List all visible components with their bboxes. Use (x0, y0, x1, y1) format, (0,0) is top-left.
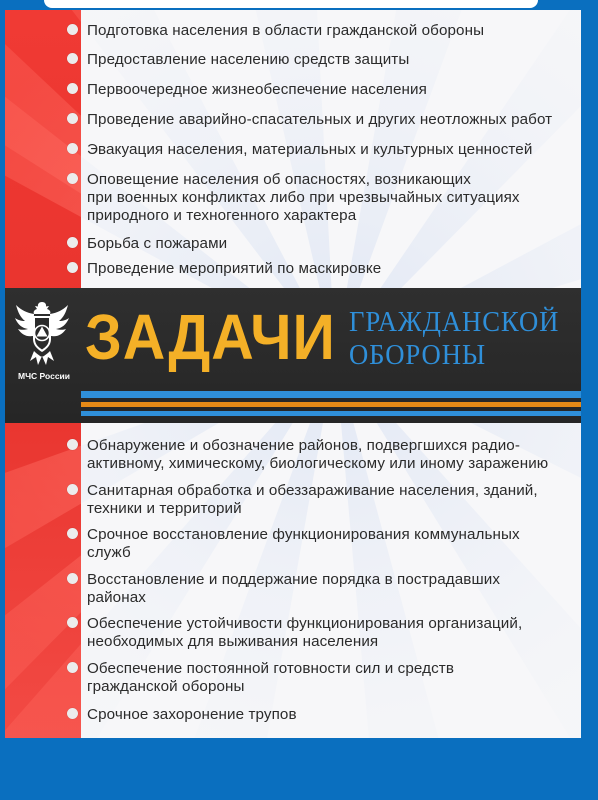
circle-bullet-icon (67, 173, 78, 184)
banner-blue-stripe-lower (81, 411, 581, 416)
circle-bullet-icon (67, 528, 78, 539)
mchs-emblem-icon (13, 299, 71, 369)
bottom-list-item-4: Восстановление и поддержание порядка в пострадавших районах (87, 571, 501, 606)
mchs-label: МЧС России (18, 371, 70, 381)
top-list-item-8: Проведение мероприятий по маскировке (87, 260, 382, 277)
top-list-item-1: Подготовка населения в области гражданской обороны (87, 22, 485, 39)
bottom-list-item-7: Срочное захоронение трупов (87, 706, 297, 723)
bottom-list-item-3: Срочное восстановление функционирования коммунальных служб (87, 526, 520, 561)
top-list-item-4: Проведение аварийно-спасательных и других неотложных работ (87, 111, 553, 128)
top-list-item-7: Борьба с пожарами (87, 235, 228, 252)
circle-bullet-icon (67, 484, 78, 495)
bottom-list-item-5: Обеспечение устойчивости функционирования организаций, необходимых для выживания населения (87, 615, 523, 650)
circle-bullet-icon (67, 237, 78, 248)
circle-bullet-icon (67, 439, 78, 450)
circle-bullet-icon (67, 113, 78, 124)
top-list-item-5: Эвакуация населения, материальных и культурных ценностей (87, 141, 533, 158)
circle-bullet-icon (67, 53, 78, 64)
banner-blue-stripe (81, 391, 581, 398)
circle-bullet-icon (67, 262, 78, 273)
poster (5, 10, 581, 738)
bottom-list-item-6: Обеспечение постоянной готовности сил и средств гражданской обороны (87, 660, 454, 695)
bottom-list-item-2: Санитарная обработка и обеззараживание населения, зданий, техники и территорий (87, 482, 538, 517)
banner-title: ЗАДАЧИ (85, 301, 336, 373)
top-list-item-3: Первоочередное жизнеобеспечение населения (87, 81, 427, 98)
top-list-item-2: Предоставление населению средств защиты (87, 51, 410, 68)
circle-bullet-icon (67, 708, 78, 719)
banner-orange-stripe (81, 402, 581, 407)
top-list-item-6: Оповещение населения об опасностях, возникающих при военных конфликтах либо при чрезвычайных ситуациях природного и техногенного характера (87, 171, 520, 224)
circle-bullet-icon (67, 617, 78, 628)
circle-bullet-icon (67, 83, 78, 94)
top-pill-decoration (44, 0, 538, 8)
banner-subtitle: ГРАЖДАНСКОЙ ОБОРОНЫ (349, 306, 560, 371)
circle-bullet-icon (67, 24, 78, 35)
circle-bullet-icon (67, 573, 78, 584)
circle-bullet-icon (67, 662, 78, 673)
circle-bullet-icon (67, 143, 78, 154)
bottom-list-item-1: Обнаружение и обозначение районов, подвергшихся радио- активному, химическому, биологическому или иному заражению (87, 437, 549, 472)
